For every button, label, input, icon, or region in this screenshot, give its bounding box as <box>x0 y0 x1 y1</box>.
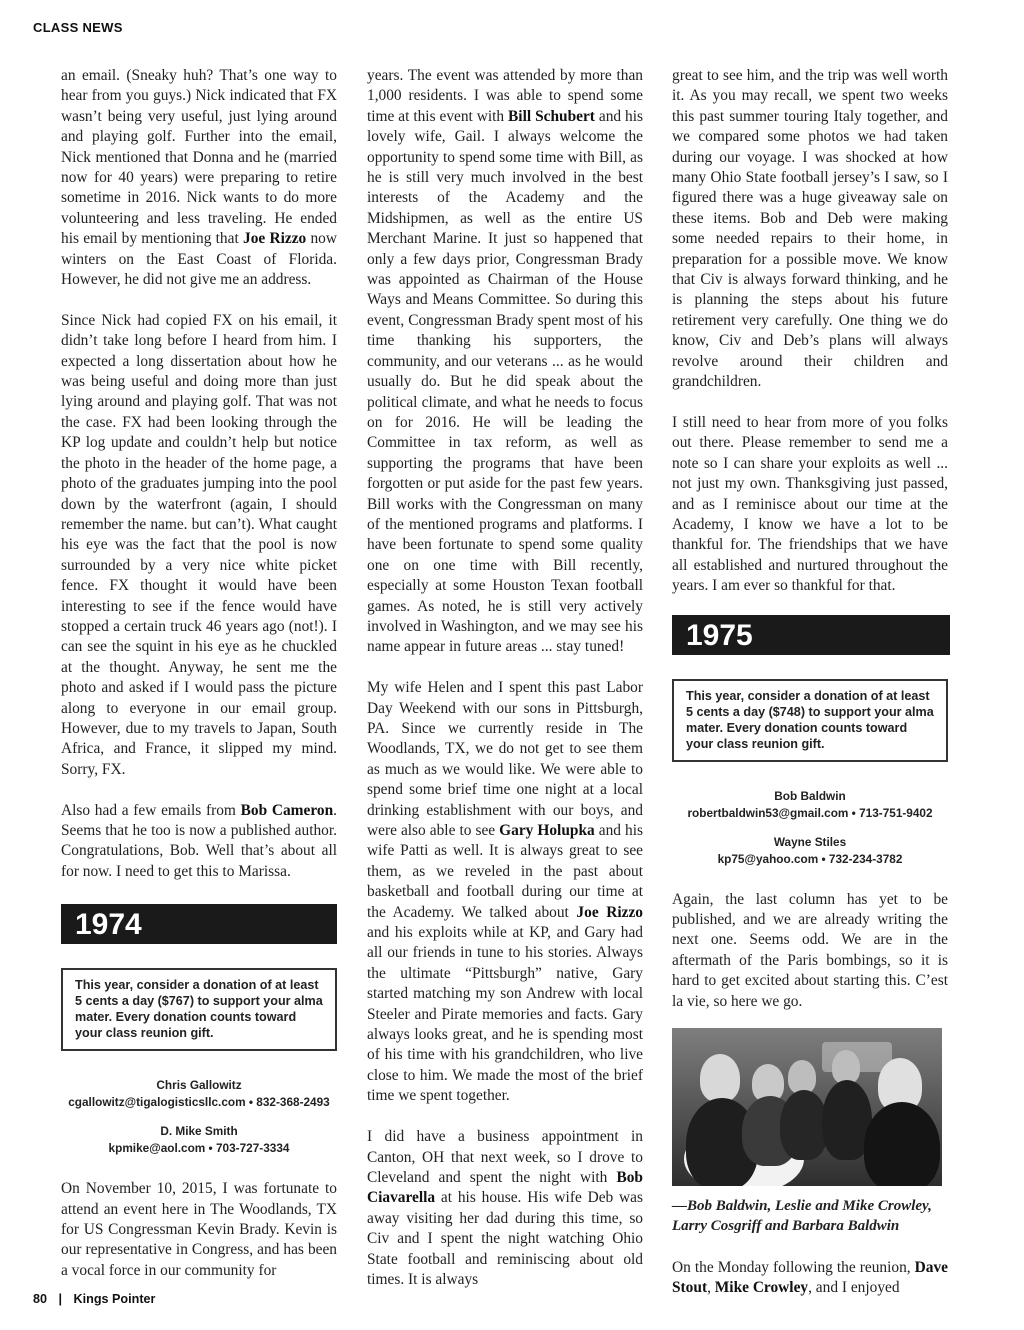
bold-name: Bill Schubert <box>508 107 595 125</box>
text-run: Also had a few emails from <box>61 801 241 819</box>
section-label: CLASS NEWS <box>33 20 123 35</box>
col1-paragraph-4 <box>61 1179 337 1281</box>
text-run: great to see him, and the trip was well worth it. As you may recall, we spent two weeks this past summer touring Italy together, and we compared some photos we had taken during our voyage. I was shocked at how many Ohio State football jersey’s I saw, so I figured there was a huge giveaway sale on these items. Bob and Deb were making some needed repairs to their home, in preparation for a possible move. We know that Civ is always forward thinking, and he is planning the steps about his future retirement very carefully. One thing we do know, Civ and Deb’s plans will always revolve around their children and grandchildren. <box>672 67 948 391</box>
contact-name: D. Mike Smith <box>160 1124 238 1139</box>
text-run: . Seems that he too is now a published author. Congratulations, Bob. Well that’s about all for now. I need to get this to Marissa. <box>61 801 337 880</box>
col3-paragraph-2 <box>672 413 948 597</box>
contact-info: cgallowitz@tigalogisticsllc.com • 832-368-2493 <box>68 1095 330 1110</box>
col2-paragraph-1 <box>367 66 643 658</box>
text-run: years. The event was attended by more than 1,000 residents. I was able to spend some time at this event with <box>367 67 643 125</box>
text-run: at his house. His wife Deb was away visiting her dad during this time, so Civ and I spent the night watching Ohio State football and reminiscing about old times. It is always <box>367 1189 643 1288</box>
class-contact-1 <box>61 1077 337 1111</box>
publication-name: Kings Pointer <box>73 1292 156 1306</box>
text-run: Since Nick had copied FX on his email, it didn’t take long before I heard from him. I expected a long dissertation about how he was being useful and doing more than just lying around and playing golf. That was not the case. FX had been looking through the KP log update and couldn’t help but notice the photo in the header of the home page, a photo of the graduates jumping into the pool down by the waterfront (again, I should remember the name. but can’t). What caught his eye was the fact that the pool is now surrounded by a very nice white picket fence. FX thought it would have been interesting to see if the fence would have stopped a certain truck 46 years ago (not!). I can see the squint in his eye as he chuckled at the thought. Anyway, he sent me the photo and asked if I would pass the picture along to everyone in our email group. However, due to my travels to Japan, South Africa, and France, it slipped my mind. Sorry, FX. <box>61 311 337 778</box>
text-run: My wife Helen and I spent this past Labor Day Weekend with our sons in Pittsburgh, PA. Since we currently reside in The Woodlands, TX, we do not get to see them as much as we would like. We were able to spend some brief time one night at a local drinking establishment with our boys, and were also able to see <box>367 679 643 840</box>
bold-name: Joe Rizzo <box>576 903 643 921</box>
col2-paragraph-3 <box>367 1127 643 1290</box>
reunion-group-photo <box>672 1028 942 1186</box>
column-2 <box>367 66 643 1290</box>
bold-name: Gary Holupka <box>499 822 595 840</box>
col2-paragraph-2 <box>367 678 643 1107</box>
column-1 <box>61 66 337 1281</box>
contact-name: Chris Gallowitz <box>156 1078 242 1093</box>
page-footer <box>33 1292 155 1306</box>
class-year-1975-heading: 1975 <box>672 615 950 655</box>
class-contact-2 <box>672 834 948 868</box>
text-run: and his wife Patti as well. It is always great to see them, as we reveled in the past about basketball and football during our time at the Academy. We talked about <box>367 822 643 921</box>
col3-paragraph-1 <box>672 66 948 393</box>
donation-box-1975: This year, consider a donation of at least 5 cents a day ($748) to support your alma mater. Every donation counts toward your class reunion gift. <box>672 679 948 762</box>
text-run: On November 10, 2015, I was fortunate to attend an event here in The Woodlands, TX for US Congressman Kevin Brady. Kevin is our representative in Congress, and has been a vocal force in our community for <box>61 1180 337 1279</box>
class-year-1974-heading: 1974 <box>61 904 337 944</box>
photo-caption: —Bob Baldwin, Leslie and Mike Crowley, Larry Cosgriff and Barbara Baldwin <box>672 1197 932 1234</box>
class-contact-2 <box>61 1123 337 1157</box>
contact-info: robertbaldwin53@gmail.com • 713-751-9402 <box>687 805 933 820</box>
contact-info: kp75@yahoo.com • 732-234-3782 <box>717 851 903 866</box>
bold-name: Mike Crowley <box>714 1279 809 1297</box>
text-run: Again, the last column has yet to be published, and we are already writing the next one. Seems odd. We are in the aftermath of the Paris bombings, so it is hard to get excited about starting this. C’est la vie, so here we go. <box>672 890 948 1010</box>
page-number: 80 <box>33 1292 48 1306</box>
text-run: an email. (Sneaky huh? That’s one way to hear from you guys.) Nick indicated that FX wasn’t being very useful, just lying around and playing golf. Further into the email, Nick mentioned that Donna and he (married now for 40 years) were preparing to retire sometime in 2016. Nick wants to do more volunteering and less traveling. He ended his email by mentioning that <box>61 67 337 248</box>
col1-paragraph-3 <box>61 801 337 883</box>
bold-name: Bob Ciavarella <box>367 1168 643 1207</box>
contact-info: kpmike@aol.com • 703-727-3334 <box>108 1141 290 1156</box>
text-run: On the Monday following the reunion, <box>672 1258 915 1276</box>
col3-paragraph-3 <box>672 890 948 1012</box>
class-contact-1 <box>672 788 948 822</box>
col1-paragraph-1 <box>61 66 337 290</box>
text-run: and his lovely wife, Gail. I always welcome the opportunity to spend some time with Bill, as he is still very much involved in the best interests of the Academy and the Midshipmen, as well as the entire US Merchant Marine. It just so happened that only a few days prior, Congressman Brady was appointed as Chairman of the House Ways and Means Committee. So during this event, Congressman Brady spent most of his time thanking his supporters, the community, and our veterans ... as he would usually do. But he did speak about the political climate, and what he needs to focus on for 2016. He will be leading the Committee in tax reform, as well as supporting the programs that have been forgotten or put aside for the past few years. Bill works with the Congressman on many of the mentioned programs and platforms. I have been fortunate to spend some quality one on one time with Bill recently, especially at some Houston Texan football games. As noted, he is still very actively involved in Washington, and we may see his name appear in future areas ... stay tuned! <box>367 107 643 656</box>
text-run: , and I enjoyed <box>808 1279 900 1297</box>
text-run: , <box>707 1279 715 1297</box>
text-run: and his exploits while at KP, and Gary had all our friends in tune to his stories. Always the ultimate “Pittsburgh” native, Gary started matching my son Andrew with local Steeler and Pirate memories and facts. Gary always looks great, and he is spending most of his time with his grandchildren, who live close to him. We made the most of the brief time we spent together. <box>367 924 643 1105</box>
text-run: now winters on the East Coast of Florida. However, he did not give me an address. <box>61 230 337 289</box>
footer-separator: | <box>58 1292 63 1306</box>
bold-name: Joe Rizzo <box>243 230 307 248</box>
donation-box-1974: This year, consider a donation of at least 5 cents a day ($767) to support your alma mater. Every donation counts toward your class reunion gift. <box>61 968 337 1051</box>
contact-name: Bob Baldwin <box>774 788 846 803</box>
col1-paragraph-2 <box>61 311 337 780</box>
col3-paragraph-4 <box>672 1258 948 1299</box>
bold-name: Bob Cameron <box>240 801 334 819</box>
text-run: I did have a business appointment in Canton, OH that next week, so I drove to Cleveland and spent the night with <box>367 1128 643 1186</box>
text-run: I still need to hear from more of you folks out there. Please remember to send me a note so I can share your exploits as well ... not just my own. Thanksgiving just passed, and as I reminisce about our time at the Academy, I know we have a lot to be thankful for. The friendships that we have all established and nurtured throughout the years. I am ever so thankful for that. <box>672 413 948 595</box>
bold-name: Dave Stout <box>672 1258 948 1297</box>
contact-name: Wayne Stiles <box>773 834 847 849</box>
column-3 <box>672 66 948 1299</box>
